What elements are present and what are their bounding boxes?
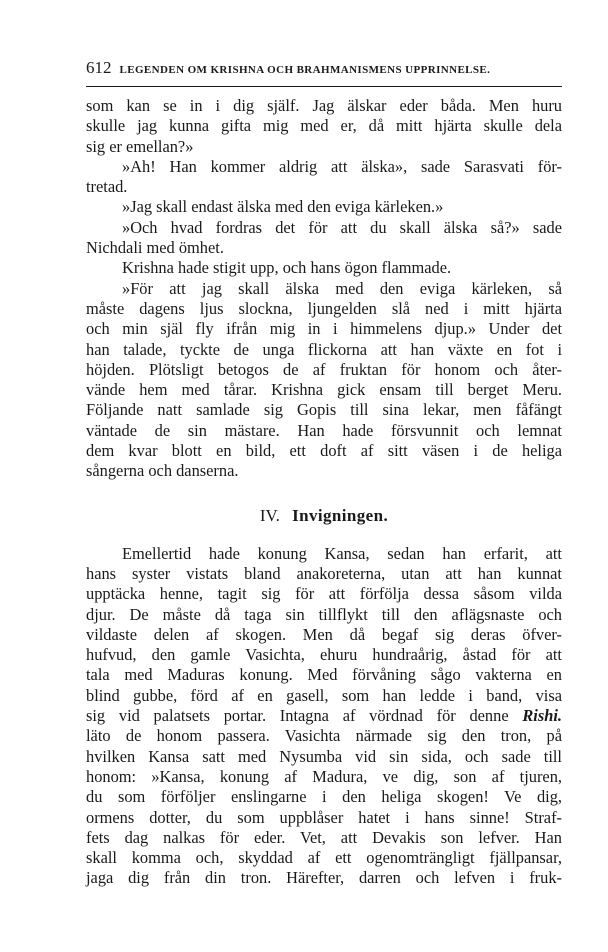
text-line: hvilken Kansa satt med Nysumba vid sin sida, och sade till (86, 746, 562, 766)
text-line: läto de honom passera. Vasichta närmade sig den tron, på (86, 726, 562, 746)
text-line: skall komma och, skyddad af ett ogenomträngligt fjällpansar, (86, 848, 562, 868)
text-line: vände hem med tårar. Krishna gick ensam till berget Meru. (86, 380, 562, 400)
page-number: 612 (86, 58, 112, 77)
section-numeral: IV. (259, 505, 280, 525)
emphasized-word: Rishi. (522, 706, 562, 726)
text-line: Följande natt samlade sig Gopis till sina lekar, men fåfängt (86, 400, 562, 420)
text-line: honom: »Kansa, konung af Madura, ve dig, son af tjuren, (86, 766, 562, 786)
text-line: sig er emellan?» (86, 136, 194, 156)
text-line: Krishna hade stigit upp, och hans ögon flammade. (122, 258, 452, 278)
text-line: höjden. Plötsligt betogos de af fruktan för honom och åter- (86, 359, 562, 379)
section-title: Invigningen. (292, 505, 389, 525)
text-line: som kan se in i dig själf. Jag älskar eder båda. Men huru (86, 96, 562, 115)
running-header (86, 58, 562, 87)
text-line: och min själ fly ifrån mig in i himmelens djup.» Under det (86, 319, 562, 339)
book-page (86, 58, 562, 889)
text-line: »För att jag skall älska med den eviga kärleken, så (122, 278, 562, 298)
text-line: »Ah! Han kommer aldrig att älska», sade Sarasvati för- (122, 156, 562, 176)
text-line: du som förföljer enslingarne i den heliga skogen! Ve dig, (86, 787, 562, 807)
text-line: skulle jag kunna gifta mig med er, då mitt hjärta skulle dela (86, 116, 562, 136)
running-title: LEGENDEN OM KRISHNA OCH BRAHMANISMENS UPPRINNELSE. (119, 64, 491, 76)
text-line: sångerna och danserna. (86, 461, 239, 481)
text-line (86, 706, 562, 726)
text-block-consecration (86, 544, 562, 889)
text-line: tretad. (86, 177, 128, 197)
text-line: tala med Maduras konung. Med förvåning sågo vakterna en (86, 665, 562, 685)
text-line: väntade de sin mästare. Han hade försvunnit och lemnat (86, 420, 562, 440)
text-line: ormens dotter, du som uppblåser hatet i hans sinne! Straf- (86, 807, 562, 827)
text-line: han talade, tyckte de unga flickorna att han växte en fot i (86, 339, 562, 359)
text-line: Emellertid hade konung Kansa, sedan han erfarit, att (122, 543, 562, 563)
text-block-dialogue (86, 96, 562, 482)
text-line: »Jag skall endast älska med den eviga kärleken.» (122, 197, 444, 217)
text-line: hufvud, den gamle Vasichta, ehuru hundraårig, åstad för att (86, 645, 562, 665)
text-line: upptäcka henne, tagit sig för att förfölja dessa såsom vilda (86, 584, 562, 604)
text-line: hans syster vistats bland anakoreterna, utan att han kunnat (86, 563, 562, 583)
text-line: fets dag nalkas för eder. Vet, att Devakis son lefver. Han (86, 827, 562, 847)
text-line: dem kvar blott en bild, ett doft af sitt väsen i de heliga (86, 441, 562, 461)
section-heading (86, 505, 562, 527)
text-line: vildaste delen af skogen. Men då begaf sig deras öfver- (86, 624, 562, 644)
text-line-part: sig vid palatsets portar. Intagna af vördnad för denne (86, 706, 509, 726)
text-line: djur. De måste då taga sin tillflykt till den aflägsnaste och (86, 604, 562, 624)
text-line: »Och hvad fordras det för att du skall älska så?» sade (122, 217, 562, 237)
text-line: blind gubbe, förd af en gasell, som han ledde i band, visa (86, 685, 562, 705)
text-line: jaga dig från din tron. Härefter, darren och lefven i fruk- (86, 868, 562, 888)
text-line: Nichdali med ömhet. (86, 238, 224, 258)
text-line: måste dagens ljus slockna, ljungelden slå ned i mitt hjärta (86, 298, 562, 318)
